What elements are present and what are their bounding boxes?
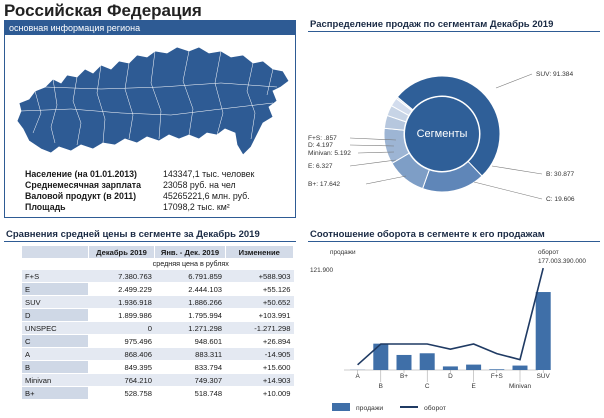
cell-dec: 849.395 bbox=[88, 361, 155, 374]
legend-label-oborot: оборот bbox=[424, 405, 446, 412]
cell-year: 948.601 bbox=[155, 335, 225, 348]
cell-segment: F+S bbox=[22, 270, 88, 283]
cell-year: 6.791.859 bbox=[155, 270, 225, 283]
cell-segment: UNSPEC bbox=[22, 322, 88, 335]
bar-prodazhi-b bbox=[373, 344, 388, 370]
donut-chart-title: Распределение продаж по сегментам Декабрь 2019 bbox=[310, 19, 554, 30]
cell-change: +14.903 bbox=[225, 374, 293, 387]
cell-change: +55.126 bbox=[225, 283, 293, 296]
cell-segment: A bbox=[22, 348, 88, 361]
cell-segment: E bbox=[22, 283, 88, 296]
price-table-rule bbox=[4, 241, 296, 242]
cell-segment: Minivan bbox=[22, 374, 88, 387]
cell-segment: C bbox=[22, 335, 88, 348]
stat-area bbox=[25, 202, 287, 213]
table-subheader: средняя цена в рублях bbox=[88, 258, 293, 270]
cell-dec: 0 bbox=[88, 322, 155, 335]
bar-prodazhi-f-s bbox=[489, 369, 504, 370]
region-info-panel bbox=[4, 20, 296, 218]
cell-change: +10.009 bbox=[225, 387, 293, 400]
donut-label-bplus: B+: 17.642 bbox=[308, 181, 341, 188]
cell-dec: 1.899.986 bbox=[88, 309, 155, 322]
cell-year: 833.794 bbox=[155, 361, 225, 374]
table-row bbox=[22, 296, 294, 309]
x-tick-label: B bbox=[378, 383, 383, 390]
bar-prodazhi-minivan bbox=[513, 366, 528, 370]
combo-chart bbox=[306, 244, 602, 416]
legend-label-prodazhi: продажи bbox=[356, 405, 384, 412]
table-row bbox=[22, 335, 294, 348]
x-tick-label: F+S bbox=[490, 373, 503, 380]
x-tick-label: E bbox=[471, 383, 476, 390]
cell-change: +588.903 bbox=[225, 270, 293, 283]
table-row bbox=[22, 322, 294, 335]
cell-year: 1.271.298 bbox=[155, 322, 225, 335]
cell-change: -1.271.298 bbox=[225, 322, 293, 335]
cell-change: +50.652 bbox=[225, 296, 293, 309]
table-header-row bbox=[22, 246, 294, 258]
cell-dec: 528.758 bbox=[88, 387, 155, 400]
col-header-segment bbox=[22, 246, 88, 258]
donut-center-label: Сегменты bbox=[416, 128, 468, 140]
left-axis-max: 121.900 bbox=[310, 267, 334, 274]
donut-label-b: B: 30.877 bbox=[546, 171, 575, 178]
donut-leader-line bbox=[492, 166, 542, 174]
cell-dec: 868.406 bbox=[88, 348, 155, 361]
cell-dec: 1.936.918 bbox=[88, 296, 155, 309]
stat-value: 17098,2 тыс. км² bbox=[163, 202, 230, 212]
table-row bbox=[22, 270, 294, 283]
table-subheader-row bbox=[22, 258, 294, 270]
cell-year: 749.307 bbox=[155, 374, 225, 387]
stat-label: Население (на 01.01.2013) bbox=[25, 169, 137, 179]
cell-year: 1.886.266 bbox=[155, 296, 225, 309]
bar-prodazhi-e bbox=[466, 365, 481, 370]
cell-segment: B+ bbox=[22, 387, 88, 400]
x-tick-label: C bbox=[424, 383, 430, 390]
russia-map bbox=[11, 43, 293, 161]
cell-change: +26.894 bbox=[225, 335, 293, 348]
price-table-title: Сравнения средней цены в сегменте за Декабрь 2019 bbox=[6, 229, 260, 240]
cell-segment: D bbox=[22, 309, 88, 322]
cell-dec: 2.499.229 bbox=[88, 283, 155, 296]
table-row bbox=[22, 361, 294, 374]
table-row bbox=[22, 348, 294, 361]
stat-value: 45265221,6 млн. руб. bbox=[163, 191, 250, 201]
cell-year: 1.795.994 bbox=[155, 309, 225, 322]
bar-prodazhi-c bbox=[420, 353, 435, 370]
right-axis-max: 177.003.390.000 bbox=[538, 258, 586, 265]
stat-label: Среднемесячная зарплата bbox=[25, 180, 142, 190]
combo-chart-title: Соотношение оборота в сегменте к его продажам bbox=[310, 229, 545, 240]
donut-leader-line bbox=[474, 182, 542, 199]
cell-change: -14.905 bbox=[225, 348, 293, 361]
cell-change: +15.600 bbox=[225, 361, 293, 374]
donut-leader-line bbox=[350, 160, 396, 166]
cell-dec: 975.496 bbox=[88, 335, 155, 348]
table-row bbox=[22, 309, 294, 322]
table-row bbox=[22, 374, 294, 387]
bar-prodazhi-d bbox=[443, 366, 458, 370]
stat-label: Площадь bbox=[25, 202, 66, 212]
cell-change: +103.991 bbox=[225, 309, 293, 322]
x-tick-label: B+ bbox=[400, 373, 408, 380]
cell-dec: 7.380.763 bbox=[88, 270, 155, 283]
right-axis-label: оборот bbox=[538, 249, 559, 256]
cell-dec: 764.210 bbox=[88, 374, 155, 387]
x-tick-label: D bbox=[448, 373, 453, 380]
donut-chart bbox=[306, 36, 602, 218]
donut-label-d: D: 4.197 bbox=[308, 142, 333, 149]
cell-year: 883.311 bbox=[155, 348, 225, 361]
col-header-dec: Декабрь 2019 bbox=[88, 246, 155, 258]
donut-label-e: E: 6.327 bbox=[308, 163, 333, 170]
stat-population bbox=[25, 169, 287, 180]
donut-label-fs: F+S: .857 bbox=[308, 135, 337, 142]
table-row bbox=[22, 283, 294, 296]
stat-salary bbox=[25, 180, 287, 191]
x-tick-label: Minivan bbox=[508, 383, 532, 390]
bar-prodazhi-b- bbox=[397, 355, 412, 370]
stat-value: 23058 руб. на чел bbox=[163, 180, 236, 190]
x-tick-label: SUV bbox=[536, 373, 550, 380]
cell-segment: B bbox=[22, 361, 88, 374]
stat-label: Валовой продукт (в 2011) bbox=[25, 191, 137, 201]
stat-value: 143347,1 тыс. человек bbox=[163, 169, 255, 179]
stat-gdp bbox=[25, 191, 287, 202]
donut-label-minivan: Minivan: 5.192 bbox=[308, 150, 351, 157]
table-row bbox=[22, 387, 294, 400]
cell-segment: SUV bbox=[22, 296, 88, 309]
russia-map-shape bbox=[17, 47, 289, 155]
donut-leader-line bbox=[496, 74, 532, 88]
x-tick-label: A bbox=[355, 373, 360, 380]
col-header-change: Изменение bbox=[225, 246, 293, 258]
region-panel-header: основная информация региона bbox=[5, 21, 295, 35]
cell-year: 2.444.103 bbox=[155, 283, 225, 296]
donut-label-suv: SUV: 91.384 bbox=[536, 71, 574, 78]
legend-swatch-prodazhi bbox=[332, 403, 350, 411]
price-comparison-table bbox=[22, 246, 294, 400]
region-stats bbox=[25, 169, 287, 213]
page-title: Российская Федерация bbox=[4, 1, 202, 20]
cell-year: 518.748 bbox=[155, 387, 225, 400]
combo-title-rule bbox=[308, 241, 600, 242]
donut-leader-line bbox=[366, 176, 406, 184]
donut-title-rule bbox=[308, 31, 600, 32]
bar-prodazhi-suv bbox=[536, 292, 551, 370]
col-header-year: Янв. - Дек. 2019 bbox=[155, 246, 225, 258]
left-axis-label: продажи bbox=[330, 249, 356, 256]
donut-label-c: C: 19.606 bbox=[546, 196, 575, 203]
